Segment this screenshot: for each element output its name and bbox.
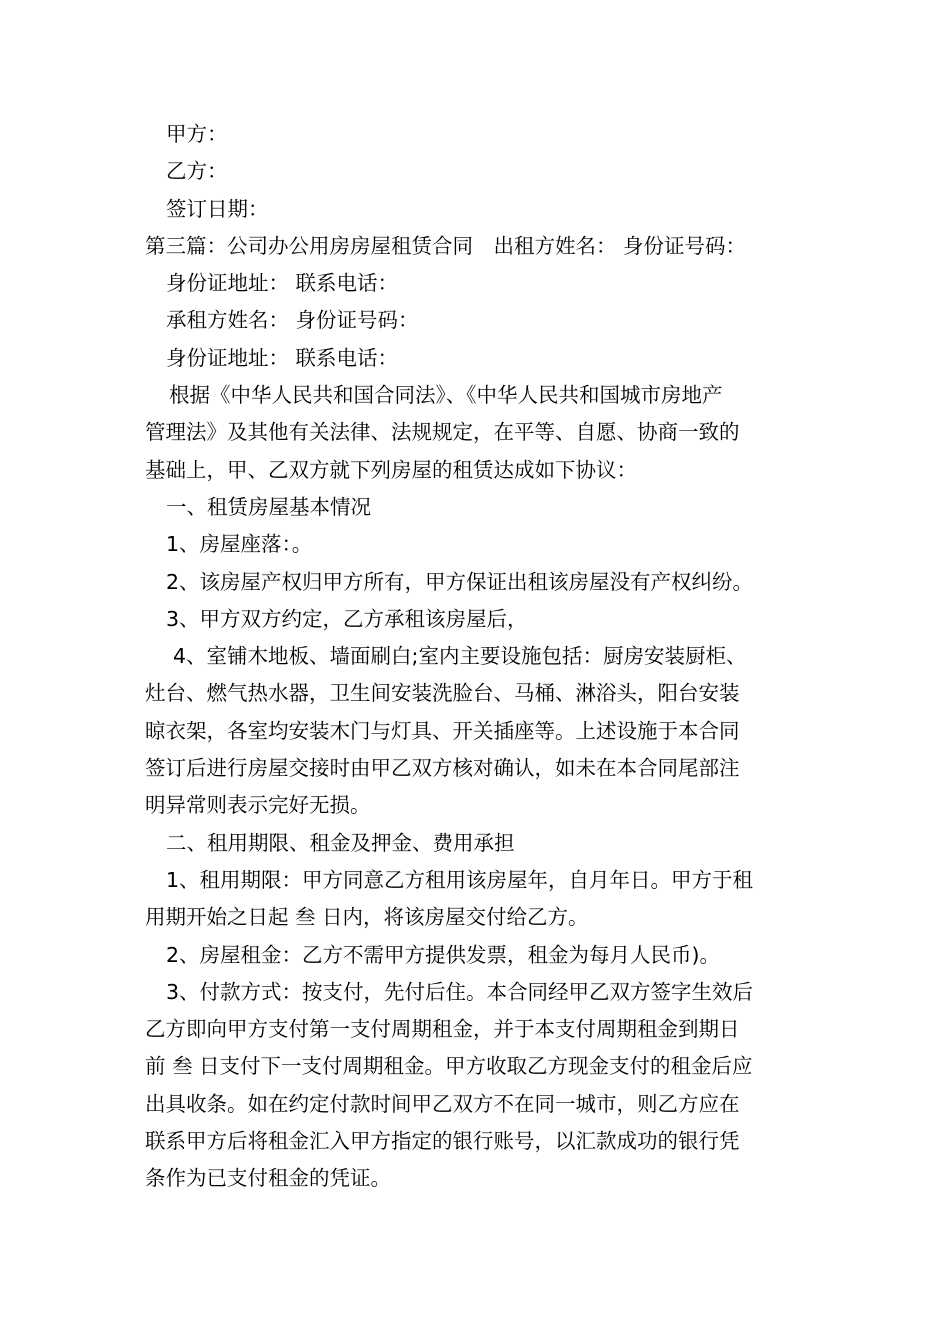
paragraph-line: 管理法》及其他有关法律、法规规定，在平等、自愿、协商一致的 xyxy=(145,420,740,445)
lessee-name-line: 承租方姓名： 身份证号码： xyxy=(166,308,419,333)
paragraph-line: 条作为已支付租金的凭证。 xyxy=(145,1166,391,1191)
lessor-address-line: 身份证地址： 联系电话： xyxy=(166,271,399,296)
sign-date-line: 签订日期： xyxy=(166,196,269,221)
paragraph-line: 签订后进行房屋交接时由甲乙双方核对确认，如未在本合同尾部注 xyxy=(145,756,740,781)
party-a-line: 甲方： xyxy=(166,122,228,146)
paragraph-line: 晾衣架，各室均安装木门与灯具、开关插座等。上述设施于本合同 xyxy=(145,718,740,743)
paragraph-line: 灶台、燃气热水器，卫生间安装洗脸台、马桶、淋浴头，阳台安装 xyxy=(145,681,740,706)
paragraph-line: 前 叁 日支付下一支付周期租金。甲方收取乙方现金支付的租金后应 xyxy=(145,1054,753,1079)
clause-line: 2、该房屋产权归甲方所有，甲方保证出租该房屋没有产权纠纷。 xyxy=(166,569,754,594)
paragraph-line: 联系甲方后将租金汇入甲方指定的银行账号，以汇款成功的银行凭 xyxy=(145,1129,740,1154)
heading-line: 二、租用期限、租金及押金、费用承担 xyxy=(166,830,515,855)
paragraph-line: 明异常则表示完好无损。 xyxy=(145,793,371,818)
paragraph-line: 出具收条。如在约定付款时间甲乙双方不在同一城市，则乙方应在 xyxy=(145,1091,740,1116)
clause-line: 3、付款方式：按支付，先付后住。本合同经甲乙双方签字生效后 xyxy=(166,979,754,1004)
party-b-line: 乙方： xyxy=(166,159,228,184)
paragraph-line: 根据《中华人民共和国合同法》、《中华人民共和国城市房地产 xyxy=(169,383,723,408)
heading-line: 一、租赁房屋基本情况 xyxy=(166,494,371,519)
clause-line: 4、室铺木地板、墙面刷白;室内主要设施包括：厨房安装厨柜、 xyxy=(173,644,747,669)
section-title-line: 第三篇：公司办公用房房屋租赁合同 出租方姓名： 身份证号码： xyxy=(145,233,747,258)
paragraph-line: 基础上，甲、乙双方就下列房屋的租赁达成如下协议： xyxy=(145,457,637,482)
clause-line: 2、房屋租金：乙方不需甲方提供发票，租金为每月人民币)。 xyxy=(166,942,721,967)
clause-line: 1、租用期限：甲方同意乙方租用该房屋年，自月年日。甲方于租 xyxy=(166,867,754,892)
paragraph-line: 用期开始之日起 叁 日内，将该房屋交付给乙方。 xyxy=(145,905,589,930)
lessee-address-line: 身份证地址： 联系电话： xyxy=(166,345,399,370)
paragraph-line: 乙方即向甲方支付第一支付周期租金，并于本支付周期租金到期日 xyxy=(145,1017,740,1042)
clause-line: 1、房屋座落：。 xyxy=(166,532,313,557)
clause-line: 3、甲方双方约定，乙方承租该房屋后， xyxy=(166,606,528,631)
